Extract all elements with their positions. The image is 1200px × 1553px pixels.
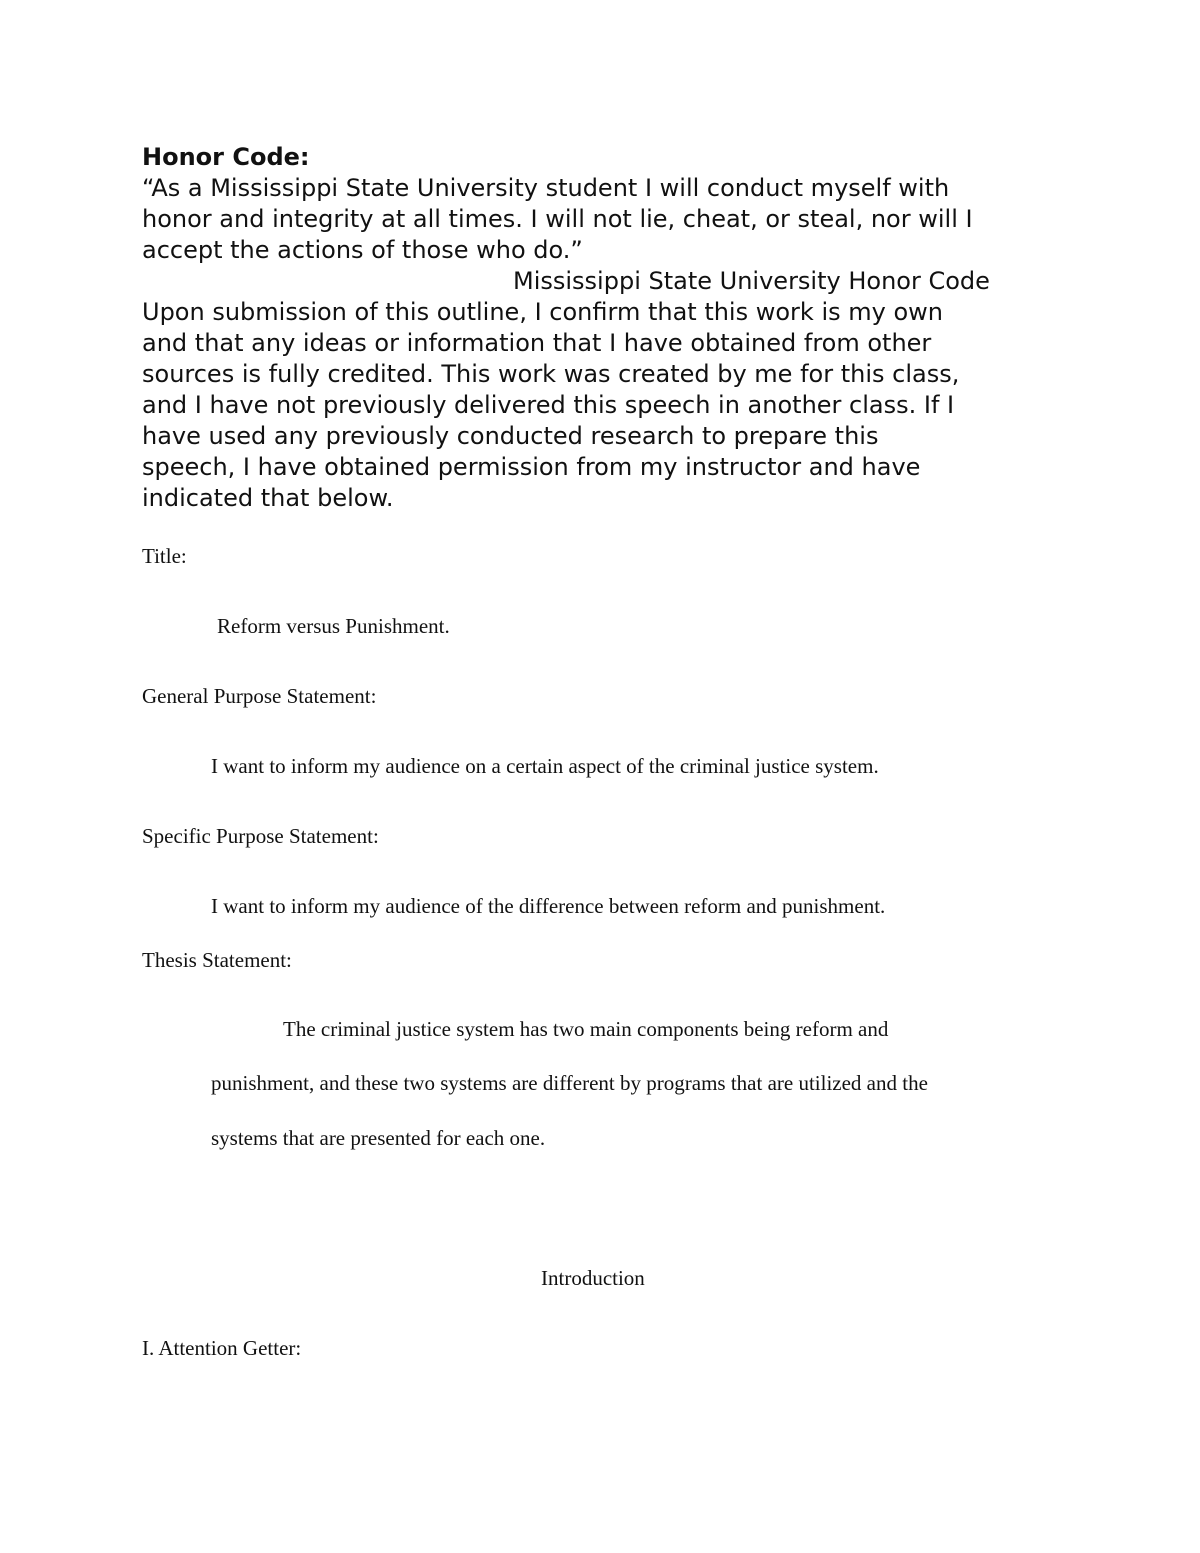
general-purpose-label: General Purpose Statement: — [142, 684, 377, 708]
quote-line: honor and integrity at all times. I will not lie, cheat, or steal, nor will I — [142, 205, 973, 233]
statement-line: and that any ideas or information that I have obtained from other — [142, 329, 932, 357]
title-label: Title: — [142, 544, 187, 568]
thesis-line: systems that are presented for each one. — [211, 1126, 546, 1150]
specific-purpose-value: I want to inform my audience of the difference between reform and punishment. — [211, 894, 886, 918]
statement-line: Upon submission of this outline, I confirm that this work is my own — [142, 298, 943, 326]
statement-line: speech, I have obtained permission from my instructor and have — [142, 453, 921, 481]
quote-line: accept the actions of those who do.” — [142, 236, 583, 264]
honor-code-heading: Honor Code: — [142, 143, 310, 171]
statement-line: indicated that below. — [142, 484, 394, 512]
honor-code-attribution: Mississippi State University Honor Code — [513, 267, 990, 295]
attention-getter-label: I. Attention Getter: — [142, 1336, 302, 1360]
general-purpose-value: I want to inform my audience on a certain aspect of the criminal justice system. — [211, 754, 879, 778]
statement-line: sources is fully credited. This work was created by me for this class, — [142, 360, 960, 388]
thesis-label: Thesis Statement: — [142, 948, 292, 972]
statement-line: and I have not previously delivered this speech in another class. If I — [142, 391, 955, 419]
honor-code-statement — [142, 297, 1072, 514]
title-value: Reform versus Punishment. — [217, 614, 450, 638]
thesis-line: punishment, and these two systems are different by programs that are utilized and the — [211, 1071, 928, 1095]
quote-line: “As a Mississippi State University student I will conduct myself with — [142, 174, 950, 202]
honor-code-quote — [142, 173, 1072, 266]
specific-purpose-label: Specific Purpose Statement: — [142, 824, 379, 848]
statement-line: have used any previously conducted research to prepare this — [142, 422, 879, 450]
introduction-heading: Introduction — [541, 1266, 645, 1290]
thesis-line: The criminal justice system has two main components being reform and — [283, 1017, 889, 1041]
